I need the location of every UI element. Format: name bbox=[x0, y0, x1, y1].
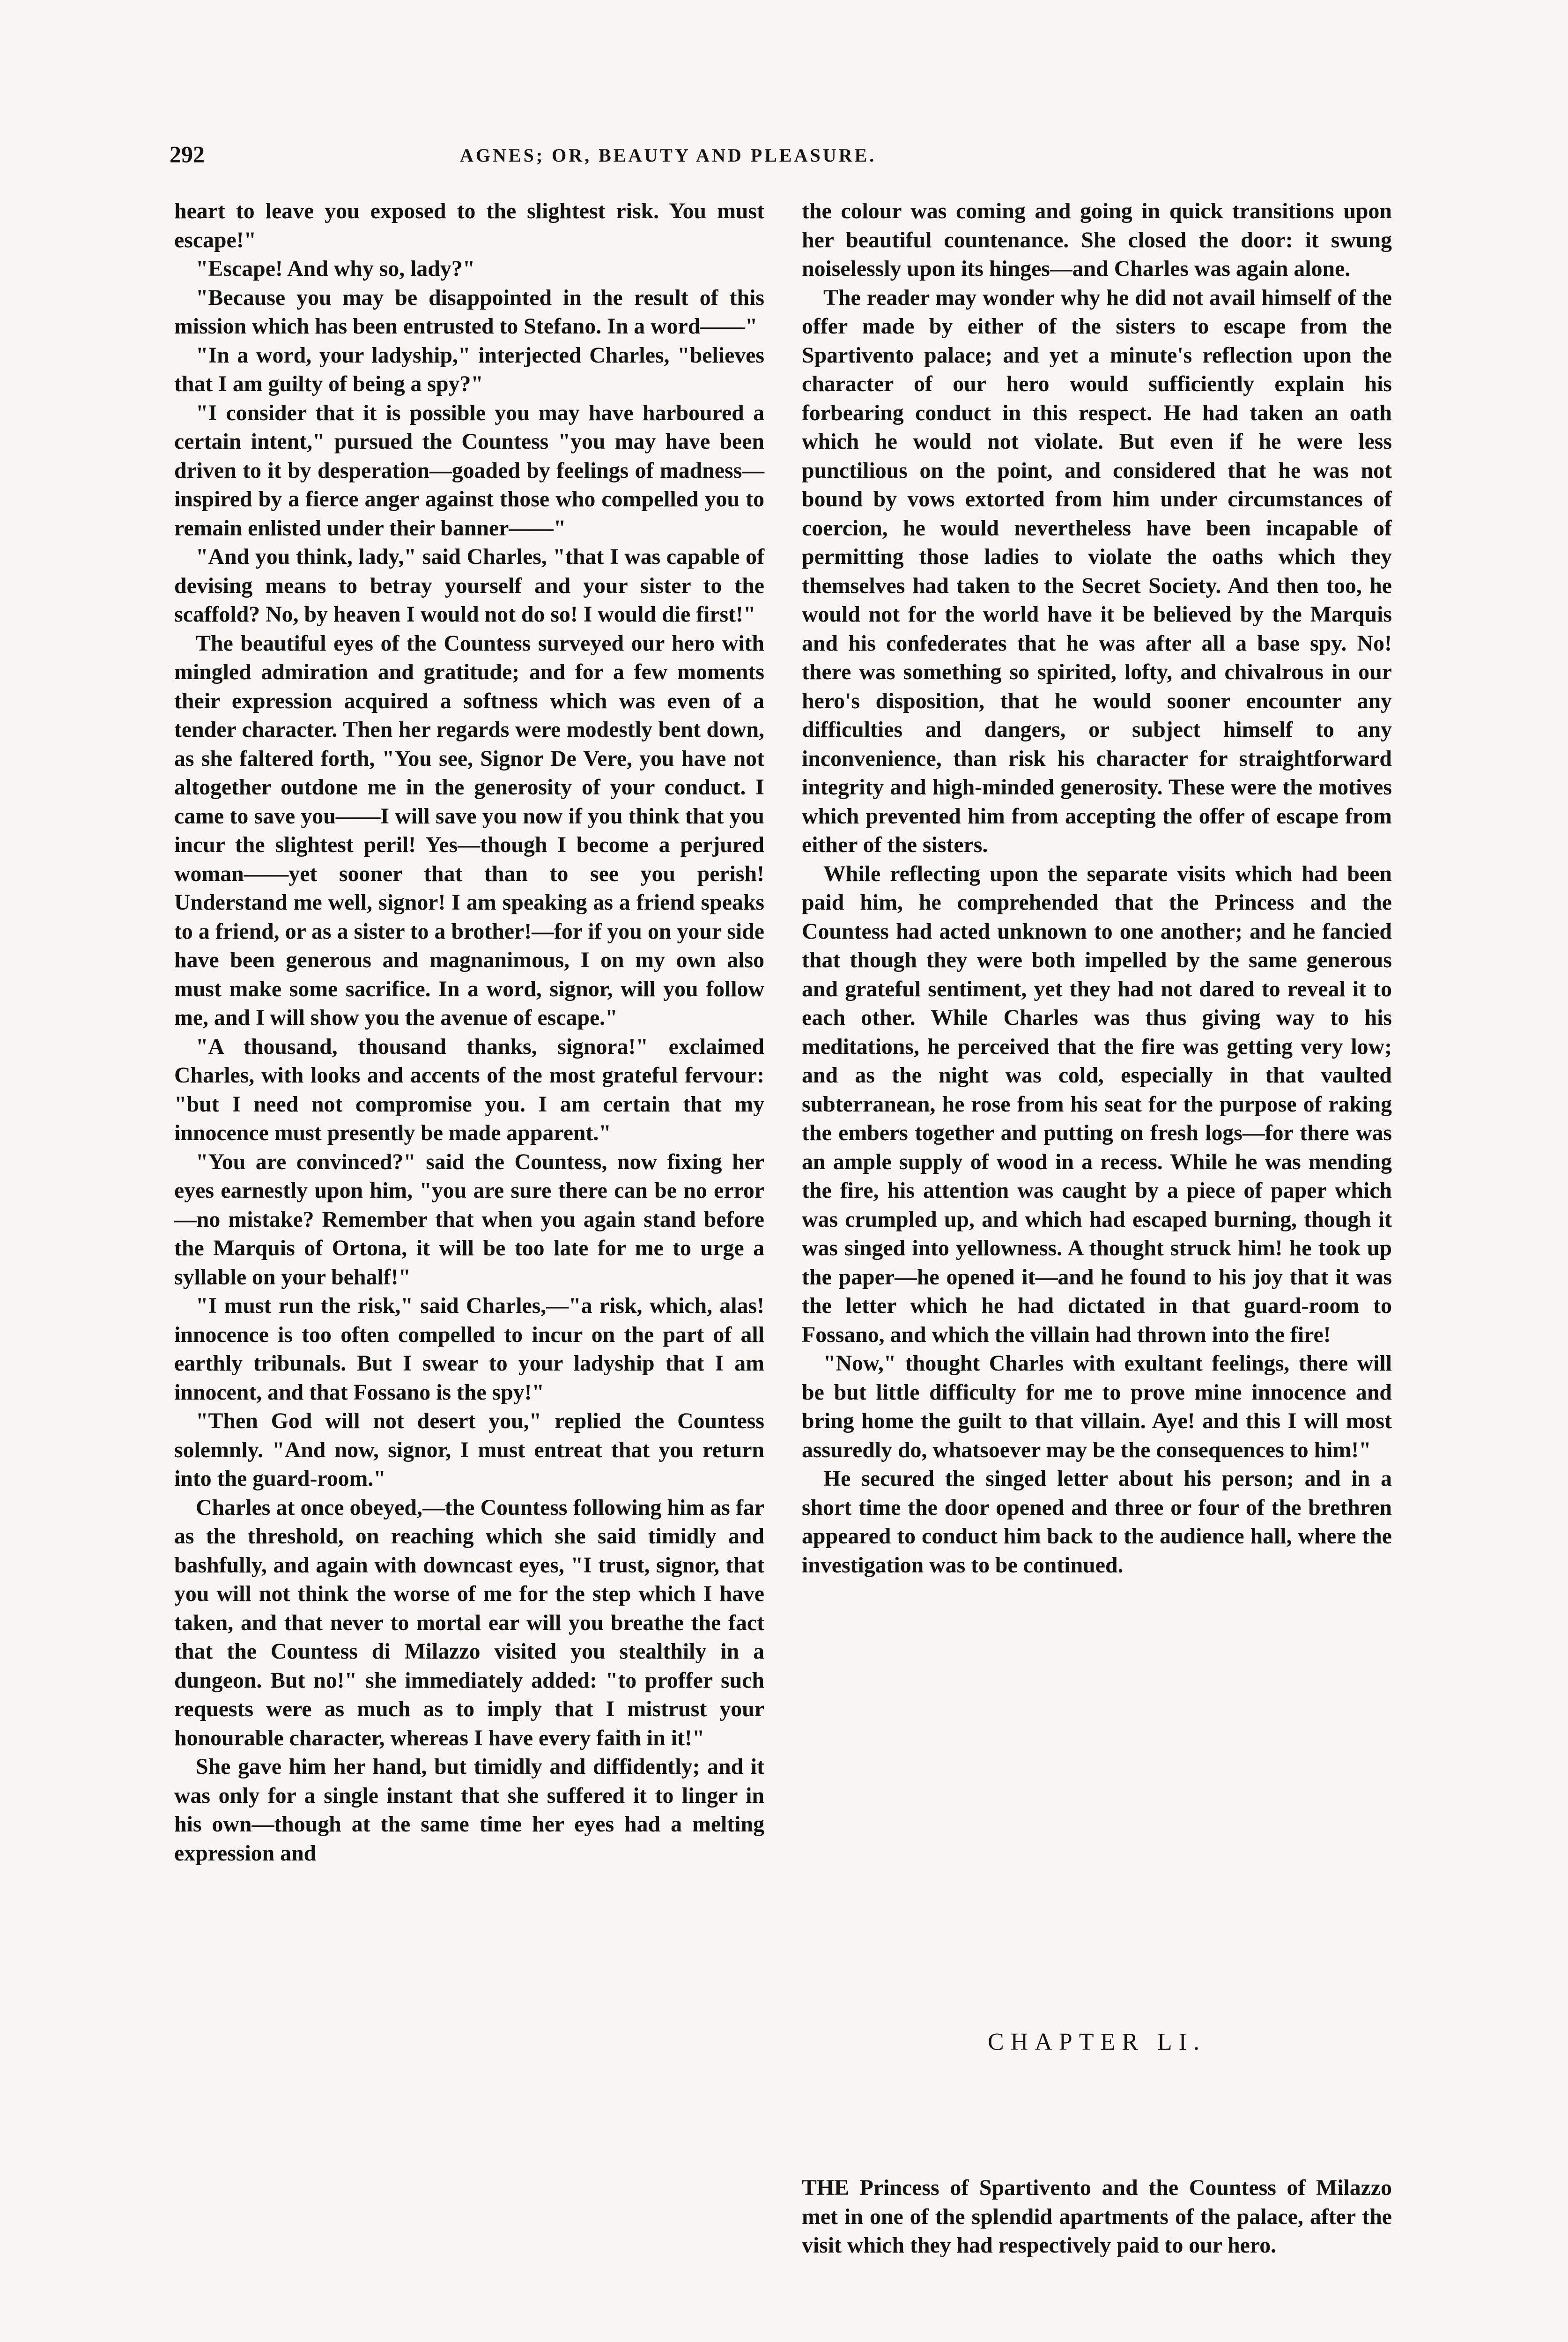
paragraph: the colour was coming and going in quick transitions upon her beautiful countenance. She closed the door: it swung noiselessly upon its hinges—and Charles was again alone. bbox=[802, 199, 1392, 281]
paragraph: "Now," thought Charles with exultant feelings, there will be but little difficulty for me to prove mine innocence and bring home the guilt to that villain. Aye! and this I will most assuredly do, whatsoever may be the consequences to him!" bbox=[802, 1351, 1392, 1462]
paragraph: "You are convinced?" said the Countess, now fixing her eyes earnestly upon him, "you are sure there can be no error—no mistake? Remember that when you again stand before the Marquis of Ortona, it will be too late for me to urge a syllable on your behalf!" bbox=[174, 1149, 764, 1290]
paragraph: She gave him her hand, but timidly and diffidently; and it was only for a single instant that she suffered it to linger in his own—though at the same time her eyes had a melting expression and bbox=[174, 1754, 764, 1866]
paragraph: "And you think, lady," said Charles, "that I was capable of devising means to betray yourself and your sister to the scaffold? No, by heaven I would not do so! I would die first!" bbox=[174, 544, 764, 627]
paragraph: "A thousand, thousand thanks, signora!" exclaimed Charles, with looks and accents of the most grateful fervour: "but I need not compromise you. I am certain that my innocence must presently be made apparent." bbox=[174, 1034, 764, 1145]
paragraph: THE Princess of Spartivento and the Countess of Milazzo met in one of the splendid apartments of the palace, after the visit which they had respectively paid to our hero. bbox=[802, 2175, 1392, 2258]
paragraph: While reflecting upon the separate visits which had been paid him, he comprehended that the Princess and the Countess had acted unknown to one another; and he fancied that though they were both impelled by the same generous and grateful sentiment, yet they had not dared to reveal it to each other. While Charles was thus giving way to his meditations, he perceived that the fire was getting very low; and as the night was cold, especially in that vaulted subterranean, he rose from his seat for the purpose of raking the embers together and putting on fresh logs—for there was an ample supply of wood in a recess. While he was mending the fire, his attention was caught by a piece of paper which was crumpled up, and which had escaped burning, though it was singed into yellowness. A thought struck him! he took up the paper—he opened it—and he found to his joy that it was the letter which he had dictated in that guard-room to Fossano, and which the villain had thrown into the fire! bbox=[802, 861, 1392, 1347]
running-head: AGNES; OR, BEAUTY AND PLEASURE. bbox=[460, 145, 877, 166]
paragraph: "I consider that it is possible you may have harboured a certain intent," pursued the Countess "you may have been driven to it by desperation—goaded by feelings of madness—inspired by a fierce anger against those who compelled you to remain enlisted under their banner——" bbox=[174, 400, 764, 541]
paragraph: "In a word, your ladyship," interjected Charles, "believes that I am guilty of being a spy?" bbox=[174, 342, 764, 396]
right-column bbox=[802, 197, 1392, 1579]
page-number: 292 bbox=[170, 141, 205, 167]
left-column bbox=[174, 197, 764, 1868]
chapter-opening bbox=[802, 2173, 1392, 2260]
paragraph: The beautiful eyes of the Countess surveyed our hero with mingled admiration and gratitude; and for a few moments their expression acquired a softness which was even of a tender character. Then her regards were modestly bent down, as she faltered forth, "You see, Signor De Vere, you have not altogether outdone me in the generosity of your conduct. I came to save you——I will save you now if you think that you incur the slightest peril! Yes—though I become a perjured woman——yet sooner that than to see you perish! Understand me well, signor! I am speaking as a friend speaks to a friend, or as a sister to a brother!—for if you on your side have been generous and magnanimous, I on my own also must make some sacrifice. In a word, signor, will you follow me, and I will show you the avenue of escape." bbox=[174, 630, 764, 1030]
paragraph: The reader may wonder why he did not avail himself of the offer made by either of the sisters to escape from the Spartivento palace; and yet a minute's reflection upon the character of our hero would sufficiently explain his forbearing conduct in this respect. He had taken an oath which he would not violate. But even if he were less punctilious on the point, and considered that he was not bound by vows extorted from him under circumstances of coercion, he would nevertheless have been incapable of permitting those ladies to violate the oaths which they themselves had taken to the Secret Society. And then too, he would not for the world have it be believed by the Marquis and his confederates that he was after all a base spy. No! there was something so spirited, lofty, and chivalrous in our hero's disposition, that he would sooner encounter any difficulties and dangers, or subject himself to any inconvenience, than risk his character for straightforward integrity and high-minded generosity. These were the motives which prevented him from accepting the offer of escape from either of the sisters. bbox=[802, 285, 1392, 857]
page-header bbox=[170, 141, 1387, 173]
paragraph: "I must run the risk," said Charles,—"a risk, which, alas! innocence is too often compelled to incur on the part of all earthly tribunals. But I swear to your ladyship that I am innocent, and that Fossano is the spy!" bbox=[174, 1293, 764, 1405]
paragraph: "Escape! And why so, lady?" bbox=[196, 256, 475, 281]
chapter-heading: CHAPTER LI. bbox=[988, 2029, 1206, 2055]
paragraph: "Then God will not desert you," replied the Countess solemnly. "And now, signor, I must entreat that you return into the guard-room." bbox=[174, 1408, 764, 1491]
paragraph: He secured the singed letter about his person; and in a short time the door opened and three or four of the brethren appeared to conduct him back to the audience hall, where the investigation was to be continued. bbox=[802, 1466, 1392, 1578]
paragraph: Charles at once obeyed,—the Countess following him as far as the threshold, on reaching which she said timidly and bashfully, and again with downcast eyes, "I trust, signor, that you will not think the worse of me for the step which I have taken, and that never to mortal ear will you breathe the fact that the Countess di Milazzo visited you stealthily in a dungeon. But no!" she immediately added: "to proffer such requests were as much as to imply that I mistrust your honourable character, whereas I have every faith in it!" bbox=[174, 1495, 764, 1750]
paragraph: "Because you may be disappointed in the result of this mission which has been entrusted to Stefano. In a word——" bbox=[174, 285, 764, 339]
paragraph: heart to leave you exposed to the slightest risk. You must escape!" bbox=[174, 199, 764, 252]
